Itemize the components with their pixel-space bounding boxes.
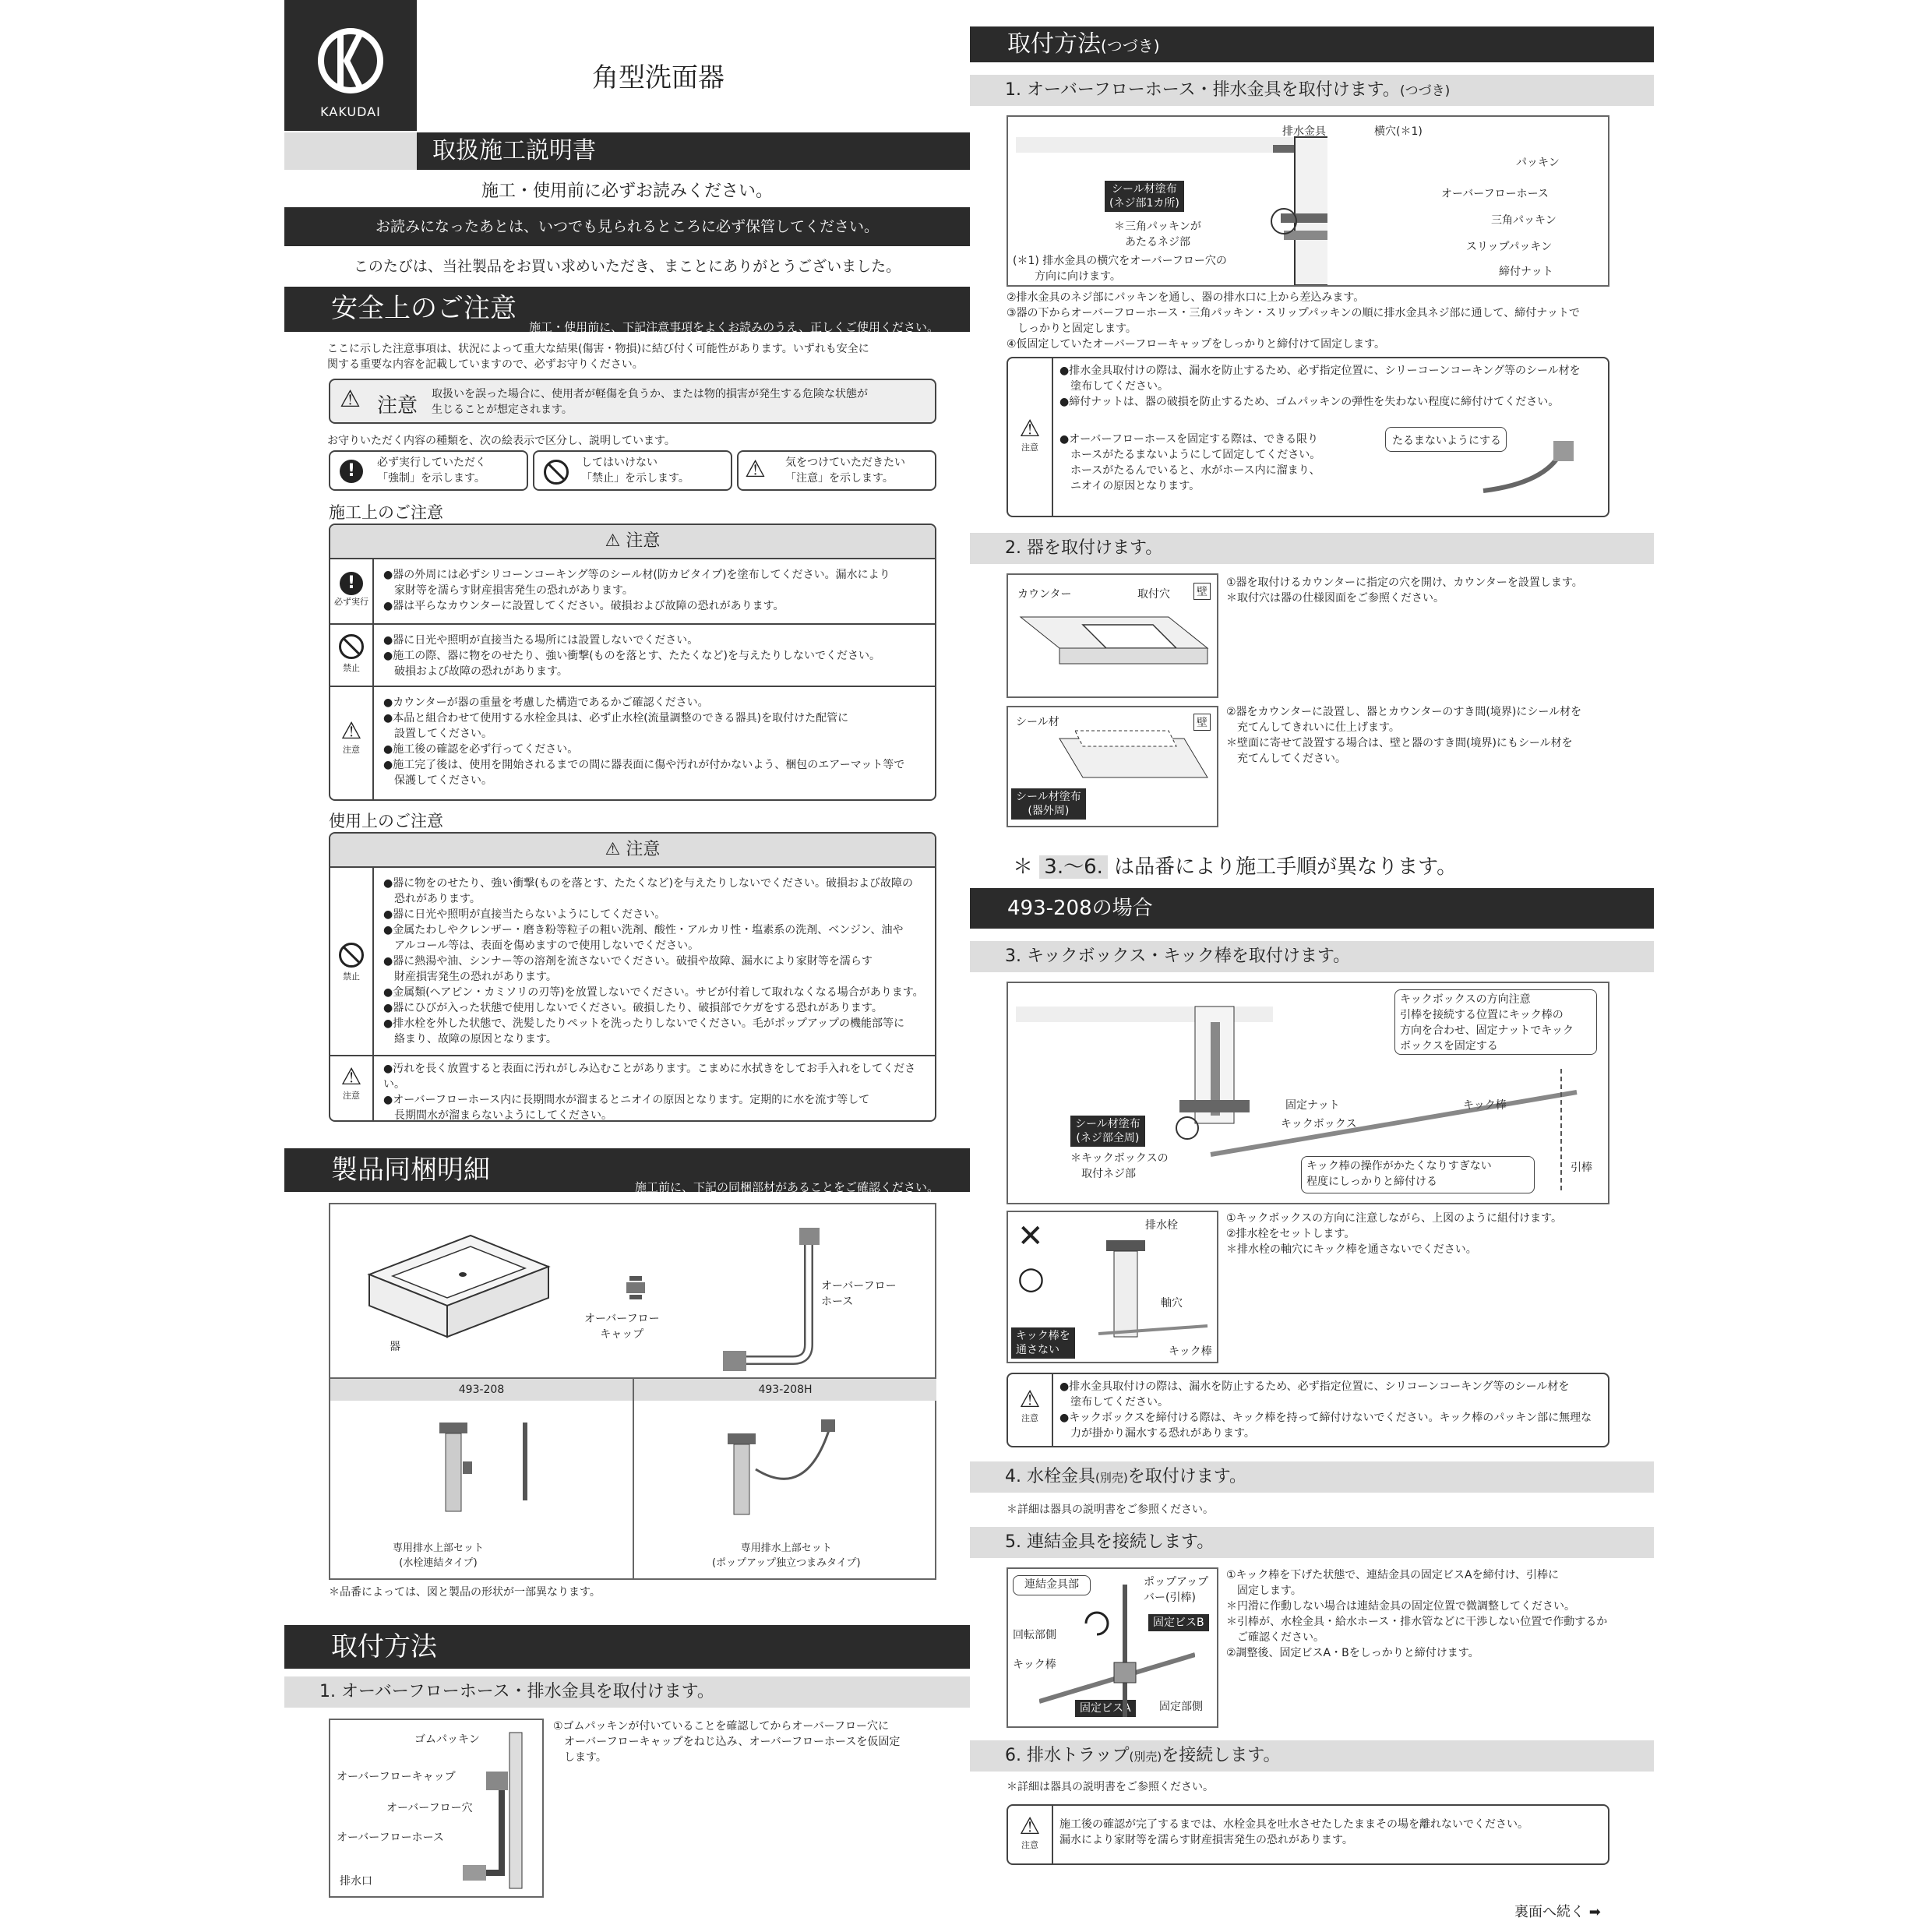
drain-plug-label: 排水栓 — [1145, 1219, 1178, 1232]
step6-title: 6. 排水トラップ — [1005, 1746, 1130, 1765]
step3-text: ①キックボックスの方向に注意しながら、上図のように組付けます。 ②排水栓をセットします。 ＊排水栓の軸穴にキック棒を通さないでください。 — [1226, 1212, 1563, 1256]
seal-note: ＊三角パッキンが あたるネジ部 — [1114, 220, 1201, 249]
install-cont-heading — [970, 26, 1654, 62]
table-header-label: 注意 — [626, 840, 661, 859]
install-step1-heading: 1. オーバーフローホース・排水金具を取付けます。 — [284, 1676, 970, 1708]
kickbox-direction-note: キックボックスの方向注意 引棒を接続する位置にキック棒の 方向を合わせ、固定ナットでキック ボックスを固定する — [1394, 989, 1597, 1055]
seal-material-label: シール材 — [1016, 716, 1059, 728]
step2-figure-1 — [1007, 573, 1218, 698]
caution-cell — [330, 717, 372, 756]
thanks-text: このたびは、当社製品をお買い求めいただき、まことにありがとうございました。 — [353, 258, 901, 275]
use-row-2: ●汚れを長く放置すると表面に汚れがしみ込むことがあります。こまめに水拭きをしてお手入れをしてください。 ●オーバーフローホース内に長期間水が溜まるとニオイの原因となります。定期的に水を流す等して 長期間水が溜まらないようにしてください。 — [383, 1063, 916, 1122]
install-table-header: ⚠ 注意 — [330, 525, 935, 559]
warning-triangle-icon: ⚠ — [1019, 1813, 1041, 1840]
step6-small: (別売) — [1129, 1750, 1162, 1764]
counter-label: カウンター — [1017, 588, 1072, 601]
link-part-label: 連結金具部 — [1013, 1575, 1091, 1595]
step5-heading: 5. 連結金具を接続します。 — [970, 1527, 1654, 1558]
exclamation-circle-icon: ! — [340, 460, 363, 483]
wall-label: 壁 — [1193, 714, 1211, 731]
overflow-hose-illustration — [715, 1220, 824, 1376]
prohibit-icon — [339, 943, 364, 968]
model-a-header: 493-208 — [330, 1379, 633, 1401]
symbol-must — [329, 450, 528, 491]
warning-triangle-icon: ⚠ — [340, 717, 362, 745]
caution-label-cell: 注意 — [1021, 442, 1038, 453]
step6-note: ＊詳細は器具の説明書をご参照ください。 — [1007, 1781, 1214, 1793]
final-caution-text: 施工後の確認が完了するまでは、水栓金具を吐水させたしたままその場を離れないでください。 漏水により家財等を濡らす財産損害発生の恐れがあります。 — [1059, 1818, 1528, 1846]
cont-caution-box — [1007, 357, 1609, 517]
overflow-cap-illustration — [620, 1273, 651, 1304]
caution-label: 注意 — [377, 394, 418, 418]
basin-illustration — [361, 1228, 556, 1352]
caution-cell — [1008, 415, 1052, 453]
side-hole-note: (＊1) 排水金具の横穴をオーバーフロー穴の 方向に向けます。 — [1013, 255, 1227, 283]
contents-note: ＊品番によっては、図と製品の形状が一部異なります。 — [329, 1586, 601, 1599]
safety-subtitle: 施工・使用前に、下記注意事項をよくお読みのうえ、正しくご使用ください。 — [529, 320, 939, 334]
hose-label: オーバーフロー ホース — [821, 1280, 897, 1308]
install-cont-title: 取付方法 — [1007, 30, 1101, 58]
kick-tighten-bubble: キック棒の操作がかたくなりすぎない 程度にしっかりと締付ける — [1301, 1156, 1535, 1193]
mount-hole-label: 取付穴 — [1137, 588, 1170, 601]
overflow-cap-label: オーバーフローキャップ — [337, 1771, 456, 1783]
cont-step1-suffix: (つづき) — [1399, 83, 1451, 99]
step4-small: (別売) — [1095, 1471, 1128, 1485]
warning-triangle-icon: ⚠ — [340, 386, 361, 413]
drain-set-b-illustration — [712, 1415, 868, 1532]
install-row-3: ●カウンターが器の重量を考慮した構造であるかご確認ください。 ●本品と組合わせて使用する水栓金具は、必ず止水栓(流量調整のできる器具)を取付けた配管に 設置してください。 ●施工後の確認を必ず行ってください。 ●施工完了後は、使用を開始されるまでの間に器表面に傷や汚れが付かないよう、梱包のエアーマット等で 保護してください。 — [383, 696, 905, 787]
drain-set-a-illustration — [408, 1415, 564, 1532]
model-b-header: 493-208H — [634, 1379, 936, 1401]
install-row-2: ●器に日光や照明が直接当たる場所には設置しないでください。 ●施工の際、器に物をのせたり、強い衝撃(ものを落とす、たたくなど)を与えたりしないでください。 破損および故障の恐れがあります。 — [383, 634, 881, 678]
side-hole-label: 横穴(＊1) — [1374, 125, 1423, 138]
kakudai-logo-icon — [284, 0, 417, 101]
bubble-text: たるまないようにする — [1392, 435, 1501, 447]
set-b-label: 専用排水上部セット (ポップアップ独立つまみタイプ) — [712, 1542, 861, 1569]
symbol-caution-text: 気をつけていただきたい 「注意」を示します。 — [785, 457, 905, 485]
caution-label-cell: 注意 — [1021, 1840, 1038, 1850]
step3-heading: 3. キックボックス・キック棒を取付けます。 — [970, 941, 1654, 972]
overflow-hose-label: オーバーフローホース — [337, 1832, 444, 1844]
step3-figure-1 — [1007, 982, 1609, 1204]
wrong-mark-icon: ✕ — [1017, 1218, 1044, 1254]
prohibit-cell — [330, 943, 372, 982]
warning-triangle-icon: ⚠ — [340, 1063, 362, 1091]
step2-text-2: ②器をカウンターに設置し、器とカウンターのすき間(境界)にシール材を 充てんしてきれいに仕上げます。 ＊壁面に寄せて設置する場合は、壁と器のすき間(境界)にもシール材を 充てんしてください。 — [1226, 706, 1582, 765]
caution-label-cell: 注意 — [343, 1091, 360, 1101]
contents-title: 製品同梱明細 — [331, 1155, 490, 1186]
kickbox-label: キックボックス — [1281, 1118, 1357, 1130]
axis-hole-label: 軸穴 — [1161, 1297, 1183, 1310]
nut-label: 締付ナット — [1499, 266, 1553, 278]
safety-intro: ここに示した注意事項は、状況によって重大な結果(傷害・物損)に結び付く可能性があります。いずれも安全に 関する重要な内容を記載していますので、必ずお守りください。 — [327, 343, 869, 371]
product-title: 角型洗面器 — [592, 62, 724, 93]
contents-figure — [329, 1203, 936, 1580]
kick-seal-note: ＊キックボックスの 取付ネジ部 — [1070, 1152, 1169, 1180]
use-table-header: ⚠ 注意 — [330, 834, 935, 868]
step3-caution — [1007, 1373, 1609, 1447]
link-fitting-diagram — [1039, 1585, 1195, 1717]
continue-note — [1514, 1901, 1601, 1921]
kick-rod-label-2: キック棒 — [1169, 1345, 1212, 1358]
step5-text: ①キック棒を下げた状態で、連結金具の固定ビスAを締付け、引棒に 固定します。 ＊円滑に作動しない場合は連結金具の固定位置で微調整してください。 ＊引棒が、水栓金具・給水ホース・排水管などに干渉しない位置で作動するか ご確認ください。 ②調整後、固定ビスA・Bをしっかりと締付けます。 — [1226, 1569, 1608, 1659]
continue-text: 裏面へ続く — [1514, 1904, 1585, 1920]
counter-diagram — [1013, 601, 1215, 695]
cont-step1-title: 1. オーバーフローホース・排水金具を取付けます。 — [1005, 80, 1400, 100]
prohibit-cell — [330, 634, 372, 674]
install-caution-table — [329, 524, 936, 801]
popup-bar-label: ポップアップ バー(引棒) — [1144, 1576, 1209, 1604]
install-row-1: ●器の外周には必ずシリコーンコーキング等のシール材(防カビタイプ)を塗布してください。漏水により 家財等を濡らす財産損害発生の恐れがあります。 ●器は平らなカウンターに設置してください。破損および故障の恐れがあります。 — [383, 569, 890, 612]
note-star: ＊ — [1013, 855, 1034, 879]
screw-b-label: 固定ビスB — [1148, 1614, 1209, 1631]
manual-title-bar — [284, 132, 970, 170]
cont-step1-heading — [970, 75, 1654, 106]
contents-subtitle: 施工前に、下記の同梱部材があることをご確認ください。 — [634, 1180, 939, 1194]
install-step1-figure — [329, 1719, 544, 1898]
cont-caution-text-2: ●オーバーフローホースを固定する際は、できる限り ホースがたるまないようにして固定してください。 ホースがたるんでいると、水がホース内に溜まり、 ニオイの原因となります。 — [1059, 433, 1321, 492]
note-tail: は品番により施工手順が異なります。 — [1114, 855, 1458, 879]
packing-label: パッキン — [1516, 157, 1560, 169]
caution-cell — [1008, 1388, 1052, 1424]
step2-figure-2 — [1007, 706, 1218, 827]
drain-fitting-figure — [1007, 115, 1609, 287]
step6-heading — [970, 1740, 1654, 1772]
brand-logo — [284, 0, 417, 131]
keep-note: お読みになったあとは、いつでも見られるところに必ず保管してください。 — [284, 207, 970, 246]
pull-rod-label: 引棒 — [1571, 1162, 1592, 1174]
use-caution-table — [329, 832, 936, 1122]
warning-triangle-icon: ⚠ — [1019, 1386, 1041, 1413]
seal-label: シール材塗布 (ネジ部1カ所) — [1105, 181, 1184, 212]
must-cell — [330, 572, 372, 608]
symbol-intro: お守りいただく内容の種類を、次の絵表示で区分し、説明しています。 — [327, 435, 675, 447]
overflow-hose-label: オーバーフローホース — [1441, 188, 1549, 200]
prohibit-icon — [339, 634, 364, 659]
note-range: 3.〜6. — [1039, 855, 1108, 879]
cont-caution-text-1: ●排水金具取付けの際は、漏水を防止するため、必ず指定位置に、シリーコーンコーキング等のシール材を 塗布してください。 ●締付ナットは、器の破損を防止するため、ゴムパッキンの弾性を失わない程度に締付けてください。 — [1059, 365, 1581, 408]
table-header-label: 注意 — [626, 531, 661, 551]
brand-name: KAKUDAI — [320, 104, 381, 119]
drain-fitting-label: 排水金具 — [1282, 125, 1326, 138]
prohibit-label: 禁止 — [343, 971, 360, 982]
rubber-packing-label: ゴムパッキン — [414, 1733, 480, 1746]
caution-cell — [1008, 1815, 1052, 1851]
drain-plug-diagram — [1075, 1232, 1215, 1357]
caution-label-cell: 注意 — [1021, 1413, 1038, 1423]
install-cont-suffix: (つづき) — [1101, 37, 1160, 55]
rotation-side-label: 回転部側 — [1013, 1629, 1056, 1641]
drain-outlet-label: 排水口 — [340, 1875, 372, 1888]
use-caution-heading: 使用上のご注意 — [329, 812, 443, 830]
install-heading: 取付方法 — [284, 1625, 970, 1669]
overflow-hose-diagram — [455, 1725, 533, 1896]
step4-heading — [970, 1461, 1654, 1493]
use-row-1: ●器に物をのせたり、強い衝撃(ものを落とす、たたくなど)を与えたりしないでください。破損および故障の 恐れがあります。 ●器に日光や照明が直接当たらないようにしてください。 ●金属たわしやクレンザー・磨き粉等粒子の粗い洗剤、酸性・アルカリ性・塩素系の洗剤、ベンジン、油や アルコール等は、表面を傷めますので使用しないでください。 ●器に熱湯や油、シンナー等の溶剤を流さないでください。破損や故障、漏水により家財等を濡らす 財産損害発生の恐れがあります。 ●金属類(ヘアピン・カミソリの刃等)を放置しないでください。サビが付着して取れなくなる場合があります。 ●器にひびが入った状態で使用しないでください。破損したり、破損部でケガをする恐れがあります。 ●排水栓を外した状態で、洗髪したりペットを洗ったりしないでください。毛がポップアップの機能部等に 絡まり、故障の原因となります。 — [383, 877, 924, 1045]
step3-figure-2 — [1007, 1211, 1218, 1363]
model-heading: 493-208の場合 — [970, 888, 1654, 929]
contents-heading — [284, 1148, 970, 1192]
tri-packing-label: 三角パッキン — [1491, 214, 1557, 227]
step5-figure — [1007, 1567, 1218, 1728]
step4-note: ＊詳細は器具の説明書をご参照ください。 — [1007, 1504, 1214, 1516]
prohibit-icon — [544, 460, 569, 485]
cap-label: オーバーフロー キャップ — [584, 1313, 660, 1341]
kick-rod-label: キック棒 — [1463, 1099, 1507, 1112]
step2-text-1: ①器を取付けるカウンターに指定の穴を開け、カウンターを設置します。 ＊取付穴は器の仕様図面をご参照ください。 — [1226, 576, 1583, 605]
caution-label-cell: 注意 — [343, 745, 360, 755]
kick-seal-label: シール材塗布 (ネジ部全周) — [1070, 1116, 1145, 1147]
safety-heading — [284, 287, 970, 332]
step3-caution-text: ●排水金具取付けの際は、漏水を防止するため、必ず指定位置に、シリコーンコーキング等のシール材を 塗布してください。 ●キックボックスを締付ける際は、キック棒を持って締付けないでください。キック棒のパッキン部に無理な 力が掛かり漏水する恐れがあります。 — [1059, 1380, 1592, 1440]
ok-mark-icon: ○ — [1017, 1260, 1045, 1296]
cont-steps-text: ②排水金具のネジ部にパッキンを通し、器の排水口に上から差込みます。 ③器の下からオーバーフローホース・三角パッキン・スリップパッキンの順に排水金具ネジ部に通して、締付ナットで しっかりと固定します。 ④仮固定していたオーバーフローキャップをしっかりと締付けて固定します。 — [1007, 291, 1580, 351]
screw-a-label: 固定ビスA — [1075, 1700, 1136, 1717]
step4-tail: を取付けます。 — [1127, 1467, 1246, 1486]
procedure-note — [1013, 851, 1457, 880]
fix-nut-label: 固定ナット — [1285, 1099, 1340, 1112]
manual-title: 取扱施工説明書 — [417, 132, 970, 170]
caution-desc: 取扱いを誤った場合に、使用者が軽傷を負うか、または物的損害が発生する危険な状態が 生じることが想定されます。 — [432, 388, 868, 416]
wall-label: 壁 — [1193, 583, 1211, 600]
safety-title: 安全上のご注意 — [331, 293, 516, 324]
must-label: 必ず実行 — [334, 597, 368, 607]
no-pass-label: キック棒を 通さない — [1011, 1327, 1075, 1359]
step2-heading: 2. 器を取付けます。 — [970, 533, 1654, 564]
symbol-must-text: 必ず実行していただく 「強制」を示します。 — [377, 457, 486, 485]
overflow-hole-label: オーバーフロー穴 — [386, 1802, 473, 1814]
symbol-prohibit — [533, 450, 732, 491]
bowl-label: 器 — [390, 1341, 400, 1353]
arrow-right-icon: ➡ — [1588, 1904, 1601, 1920]
symbol-caution — [737, 450, 936, 491]
install-step1-text: ①ゴムパッキンが付いていることを確認してからオーバーフロー穴に オーバーフローキャップをねじ込み、オーバーフローホースを仮固定 します。 — [553, 1720, 901, 1764]
step6-tail: を接続します。 — [1162, 1746, 1281, 1765]
fixed-side-label: 固定部側 — [1159, 1701, 1203, 1713]
hose-sag-illustration — [1475, 436, 1592, 499]
set-a-label: 専用排水上部セット (水栓連結タイプ) — [393, 1542, 485, 1569]
exclamation-circle-icon: ! — [340, 572, 363, 595]
kick-rod-label-3: キック棒 — [1013, 1659, 1056, 1671]
warning-triangle-icon: ⚠ — [1019, 415, 1041, 442]
step4-title: 4. 水栓金具 — [1005, 1467, 1095, 1486]
read-before: 施工・使用前に必ずお読みください。 — [481, 182, 773, 201]
prohibit-label: 禁止 — [343, 663, 360, 673]
final-caution — [1007, 1804, 1609, 1865]
seal-outer-label: シール材塗布 (器外周) — [1011, 788, 1086, 820]
warning-triangle-icon: ⚠ — [745, 456, 766, 483]
install-caution-heading: 施工上のご注意 — [329, 503, 443, 522]
caution-definition — [329, 379, 936, 424]
slip-packing-label: スリップパッキン — [1466, 241, 1553, 253]
caution-cell — [330, 1063, 372, 1102]
symbol-prohibit-text: してはいけない 「禁止」を示します。 — [581, 457, 689, 485]
